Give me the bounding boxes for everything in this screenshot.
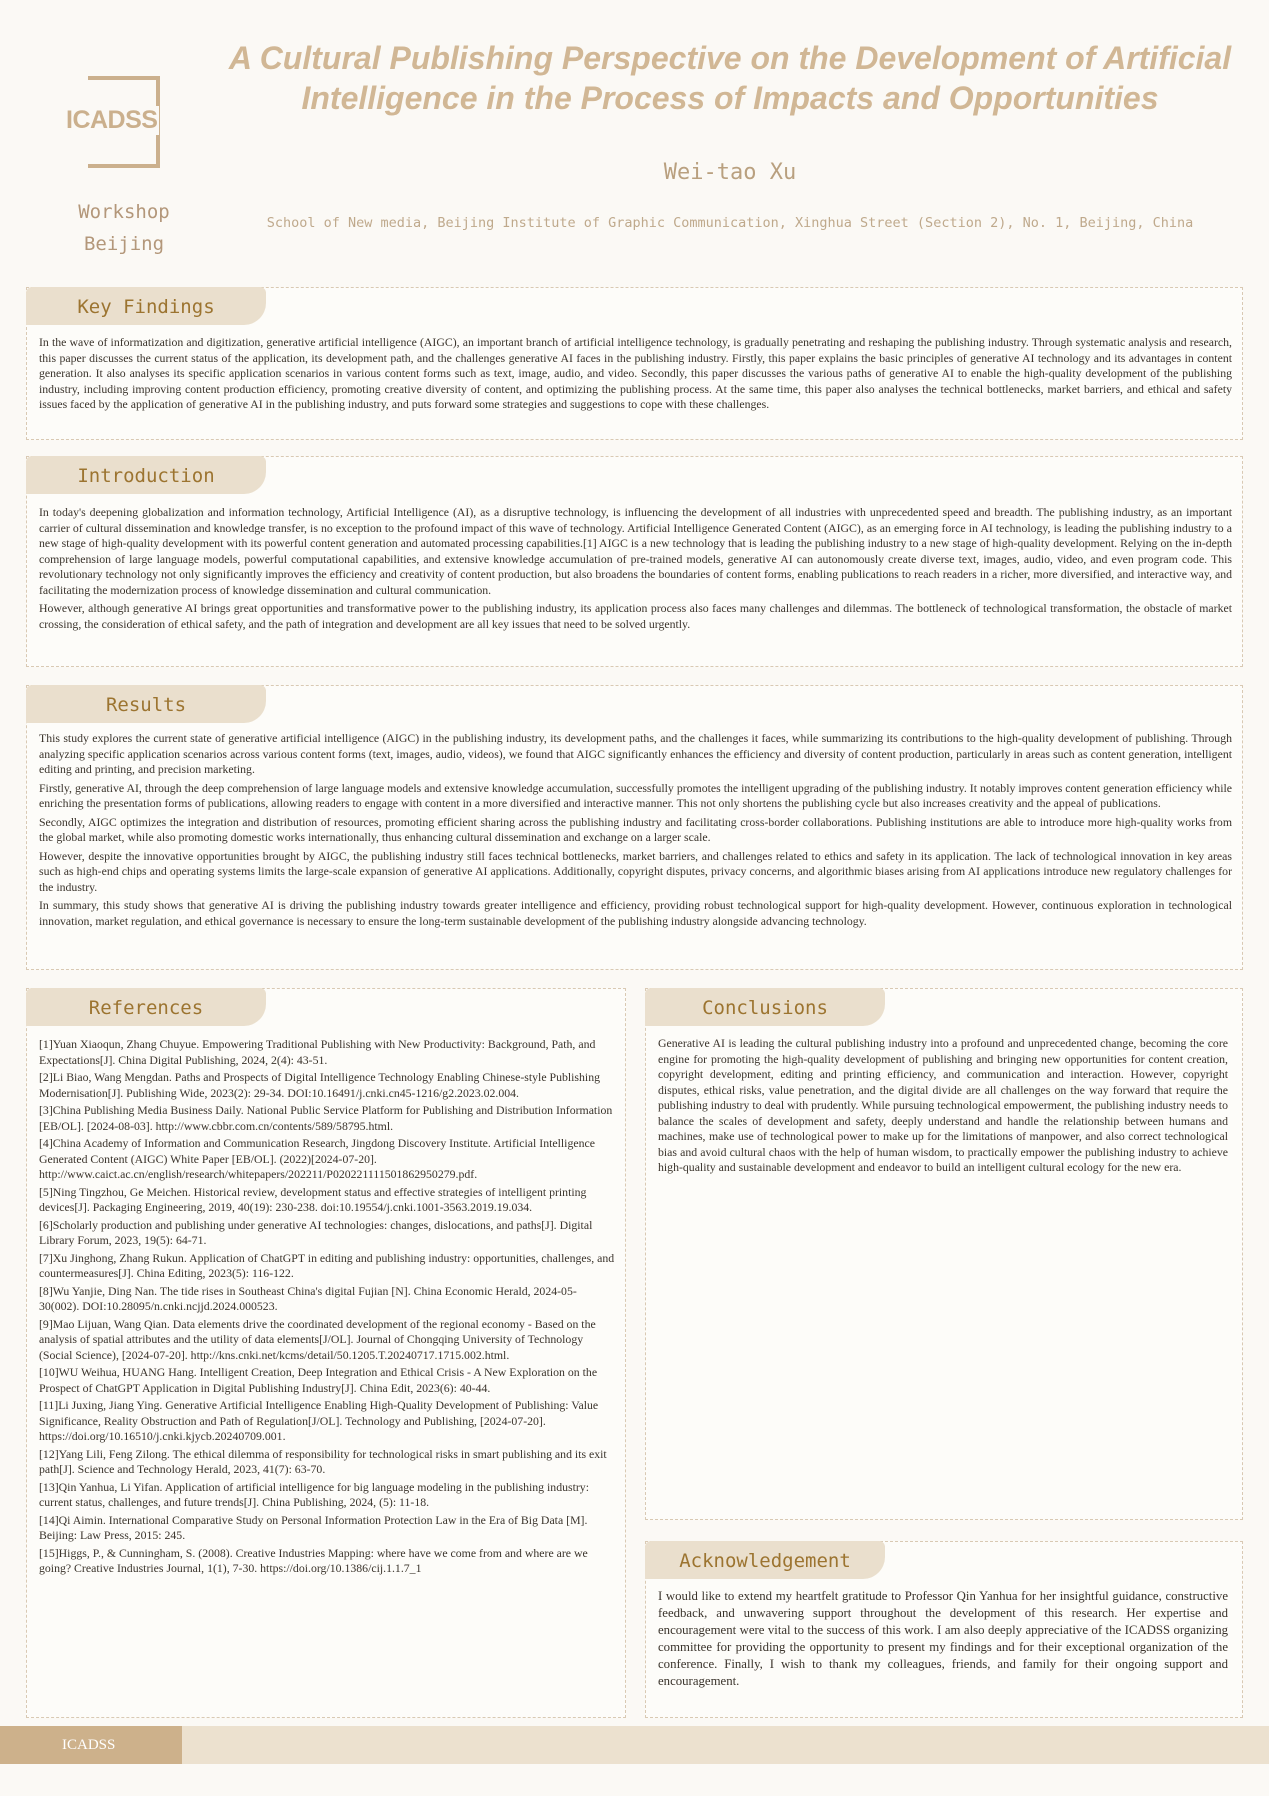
references-panel bbox=[26, 988, 626, 1718]
key-findings-panel bbox=[26, 287, 1243, 440]
reference-item: [13]Qin Yanhua, Li Yifan. Application of artificial intelligence for big language modeling in the publishing industry: current status, challenges, and future trends[J]. China Publishing, 2024, (5): 11-18. bbox=[39, 1479, 589, 1509]
references-heading: References bbox=[26, 988, 266, 1026]
author-name: Wei-tao Xu bbox=[663, 160, 797, 185]
results-paragraph-3: Secondly, AIGC optimizes the integration and distribution of resources, promoting efficient sharing across the publishing industry and facilitating cross-border collaborations. Publishing institutions are able to introduce more high-quality works from the global market, while also promoting domestic works internationally, thus enhancing cultural dissemination and exchange on a larger scale. bbox=[39, 814, 1232, 844]
reference-item: [6]Scholarly production and publishing under generative AI technologies: changes, dislocations, and paths[J]. Digital Library Forum, 2023, 19(5): 64-71. bbox=[39, 1217, 593, 1247]
key-findings-text bbox=[39, 335, 1232, 416]
location-text: Beijing bbox=[83, 233, 165, 255]
reference-item: [5]Ning Tingzhou, Ge Meichen. Historical review, development status and effective strategies of intelligent printing devices[J]. Packaging Engineering, 2019, 40(19): 230-238. doi:10.19554/j.cnki.1001-3563.2019.19.034. bbox=[39, 1184, 587, 1214]
results-paragraph-4: However, despite the innovative opportunities brought by AIGC, the publishing industry still faces technical bottlenecks, market barriers, and challenges related to ethics and safety in its application. The lack of technological innovation in key areas such as high-end chips and operating systems limits the large-scale expansion of generative AI applications. Additionally, copyright disputes, privacy concerns, and algorithmic biases arising from AI applications introduce new regulatory challenges for the industry. bbox=[39, 848, 1232, 894]
introduction-panel bbox=[26, 456, 1243, 667]
key-findings-heading: Key Findings bbox=[26, 287, 266, 325]
results-panel bbox=[26, 685, 1243, 970]
logo-text: ICADSS bbox=[66, 106, 158, 134]
conclusions-heading: Conclusions bbox=[645, 988, 885, 1026]
introduction-text bbox=[39, 505, 1232, 635]
conclusions-paragraph: Generative AI is leading the cultural publishing industry into a profound and unprecedented change, becoming the core engine for promoting the high-quality development of publishing and bringing new opportunities for content creation, copyright development, editing and printing efficiency, and communication and interaction. However, copyright disputes, ethical risks, value penetration, and the digital divide are all challenges on the way forward that require the publishing industry to deal with prudently. While pursuing technological empowerment, the publishing industry needs to balance the scales of development and safety, deeply understand and handle the relationship between humans and machines, make use of technological power to make up for the limitations of manpower, and also correct technological bias and avoid cultural chaos with the help of human wisdom, to practically empower the publishing industry to achieve high-quality and sustainable development and endeavor to build an intelligent cultural ecology for the new era. bbox=[658, 1036, 1228, 1174]
poster-title bbox=[215, 38, 1245, 118]
reference-item: [4]China Academy of Information and Communication Research, Jingdong Discovery Institute. Artificial Intelligence Generated Content (AIGC) White Paper [EB/OL]. (2022)[2024-07-20]. http://www.caict.ac.cn/english/research/whitepapers/202211/P020221111501862950279.pdf. bbox=[39, 1136, 595, 1181]
workshop-text: Workshop bbox=[78, 201, 170, 223]
conclusions-text bbox=[658, 1036, 1228, 1179]
reference-item: [12]Yang Lili, Feng Zilong. The ethical dilemma of responsibility for technological risks in smart publishing and its exit path[J]. Science and Technology Herald, 2023, 41(7): 63-70. bbox=[39, 1446, 607, 1476]
reference-item: [8]Wu Yanjie, Ding Nan. The tide rises in Southeast China's digital Fujian [N]. China Economic Herald, 2024-05-30(002). DOI:10.28095/n.cnki.ncjjd.2024.000523. bbox=[39, 1283, 577, 1313]
conclusions-panel bbox=[645, 988, 1243, 1520]
results-paragraph-2: Firstly, generative AI, through the deep comprehension of large language models and extensive knowledge accumulation, successfully promotes the intelligent upgrading of the publishing industry. It notably improves content generation efficiency while enriching the presentation forms of publications, allowing readers to engage with content in a more diversified and interactive manner. This not only shortens the publishing cycle but also increases creativity and the appeal of publications. bbox=[39, 780, 1232, 810]
acknowledgement-panel bbox=[645, 1541, 1243, 1718]
acknowledgement-heading: Acknowledgement bbox=[645, 1541, 885, 1579]
introduction-paragraph-1: In today's deepening globalization and information technology, Artificial Intelligence (AI), as a disruptive technology, is influencing the development of all industries with unprecedented speed and breadth. The publishing industry, as an important carrier of cultural dissemination and knowledge transfer, is no exception to the profound impact of this wave of technology. Artificial Intelligence Generated Content (AIGC), as an emerging force in AI technology, is leading the publishing industry to a new stage of high-quality development with its powerful content generation and automated processing capabilities.[1] AIGC is a new technology that is leading the publishing industry to a new stage of high-quality development. Relying on the in-depth comprehension of large language models, powerful computational capabilities, and extensive knowledge accumulation of pre-trained models, generative AI can autonomously create diverse text, images, audio, video, and even program code. This revolutionary technology not only significantly improves the efficiency and creativity of content production, but also broadens the boundaries of content forms, enabling publications to reach readers in a richer, more diversified, and interactive way, and facilitating the modernization process of knowledge dissemination and cultural communication. bbox=[39, 505, 1232, 597]
references-list bbox=[39, 1037, 615, 1579]
title-line-1: A Cultural Publishing Perspective on the Development of Artificial bbox=[228, 40, 1232, 76]
icadss-logo bbox=[58, 76, 178, 168]
reference-item: [2]Li Biao, Wang Mengdan. Paths and Prospects of Digital Intelligence Technology Enabling Chinese-style Publishing Modernisation[J]. Publishing Wide, 2023(2): 29-34. DOI:10.16491/j.cnki.cn45-1216/g2.2023.02.004. bbox=[39, 1070, 600, 1100]
reference-item: [7]Xu Jinghong, Zhang Rukun. Application of ChatGPT in editing and publishing industry: opportunities, challenges, and countermeasures[J]. China Editing, 2023(5): 116-122. bbox=[39, 1250, 615, 1280]
results-paragraph-5: In summary, this study shows that generative AI is driving the publishing industry towards greater intelligence and efficiency, providing robust technological support for high-quality development. However, continuous exploration in technological innovation, market regulation, and ethical governance is necessary to ensure the long-term sustainable development of the publishing industry alongside advancing technology. bbox=[39, 898, 1232, 928]
workshop-label bbox=[58, 196, 190, 260]
reference-item: [11]Li Juxing, Jiang Ying. Generative Artificial Intelligence Enabling High-Quality Development of Publishing: Value Significance, Reality Obstruction and Path of Regulation[J/OL]. Technology and Publishing, [2024-07-20]. https://doi.org/10.16510/j.cnki.kjycb.20240709.001. bbox=[39, 1398, 599, 1443]
results-paragraph-1: This study explores the current state of generative artificial intelligence (AIGC) in the publishing industry, its development paths, and the challenges it faces, while summarizing its contributions to the high-quality development of publishing. Through analyzing specific application scenarios across various content forms (text, images, audio, videos), we found that AIGC significantly enhances the efficiency and diversity of content production, particularly in areas such as content generation, intelligent editing and printing, and precision marketing. bbox=[39, 731, 1232, 776]
reference-item: [10]WU Weihua, HUANG Hang. Intelligent Creation, Deep Integration and Ethical Crisis - A New Exploration on the Prospect of ChatGPT Application in Digital Publishing Industry[J]. China Edit, 2023(6): 40-44. bbox=[39, 1365, 598, 1395]
reference-item: [1]Yuan Xiaoqun, Zhang Chuyue. Empowering Traditional Publishing with New Productivity: Background, Path, and Expectations[J]. China Digital Publishing, 2024, 2(4): 43-51. bbox=[39, 1037, 596, 1067]
reference-item: [15]Higgs, P., & Cunningham, S. (2008). Creative Industries Mapping: where have we come from and where are we going? Creative Industries Journal, 1(1), 7-30. https://doi.org/10.1386/cij.1.1.7_1 bbox=[39, 1545, 588, 1575]
footer-bar bbox=[0, 1726, 1269, 1764]
results-text bbox=[39, 731, 1232, 932]
author-affiliation: School of New media, Beijing Institute of Graphic Communication, Xinghua Street (Section 2), No. 1, Beijing, China bbox=[266, 215, 1194, 231]
reference-item: [9]Mao Lijuan, Wang Qian. Data elements drive the coordinated development of the regional economy - Based on the analysis of spatial attributes and the utility of data elements[J/OL]. Journal of Chongqing University of Technology (Social Science), [2024-07-20]. http://kns.cnki.net/kcms/detail/50.1205.T.20240717.1715.002.html. bbox=[39, 1316, 596, 1362]
results-heading: Results bbox=[26, 685, 266, 723]
reference-item: [14]Qi Aimin. International Comparative Study on Personal Information Protection Law in the Era of Big Data [M]. Beijing: Law Press, 2015: 245. bbox=[39, 1512, 588, 1542]
introduction-heading: Introduction bbox=[26, 456, 266, 494]
title-line-2: Intelligence in the Process of Impacts and Opportunities bbox=[301, 80, 1159, 116]
acknowledgement-paragraph: I would like to extend my heartfelt gratitude to Professor Qin Yanhua for her insightful guidance, constructive feedback, and unwavering support throughout the development of this research. Her expertise and encouragement were vital to the success of this work. I am also deeply appreciative of the ICADSS organizing committee for providing the opportunity to present my findings and for their exceptional organization of the conference. Finally, I wish to thank my colleagues, friends, and family for their ongoing support and encouragement. bbox=[658, 1589, 1228, 1688]
acknowledgement-text bbox=[658, 1588, 1228, 1693]
key-findings-paragraph: In the wave of informatization and digitization, generative artificial intelligence (AIGC), an important branch of artificial intelligence technology, is gradually penetrating and reshaping the publishing industry. Through systematic analysis and research, this paper discusses the current status of the application, its development path, and the challenges generative AI faces in the publishing industry. Firstly, this paper explains the basic principles of generative AI technology and its advantages in content generation. It also analyses its specific application scenarios in various content forms such as text, image, audio, and video. Secondly, this paper discusses the various paths of generative AI to enable the high-quality development of the publishing industry, including improving content production efficiency, promoting creative diversity of content, and optimizing the publishing process. At the same time, this paper also analyses the technical bottlenecks, market barriers, and ethical and safety issues faced by the application of generative AI in the publishing industry, and puts forward some strategies and suggestions to cope with these challenges. bbox=[39, 335, 1232, 411]
reference-item: [3]China Publishing Media Business Daily. National Public Service Platform for Publishing and Distribution Information [EB/OL]. [2024-08-03]. http://www.cbbr.com.cn/contents/589/58795.html. bbox=[39, 1103, 613, 1133]
introduction-paragraph-2: However, although generative AI brings great opportunities and transformative power to the publishing industry, its application process also faces many challenges and dilemmas. The bottleneck of technological transformation, the obstacle of market crossing, the consideration of ethical safety, and the path of integration and development are all key issues that need to be solved urgently. bbox=[39, 601, 1232, 631]
footer-label: ICADSS bbox=[0, 1726, 182, 1764]
